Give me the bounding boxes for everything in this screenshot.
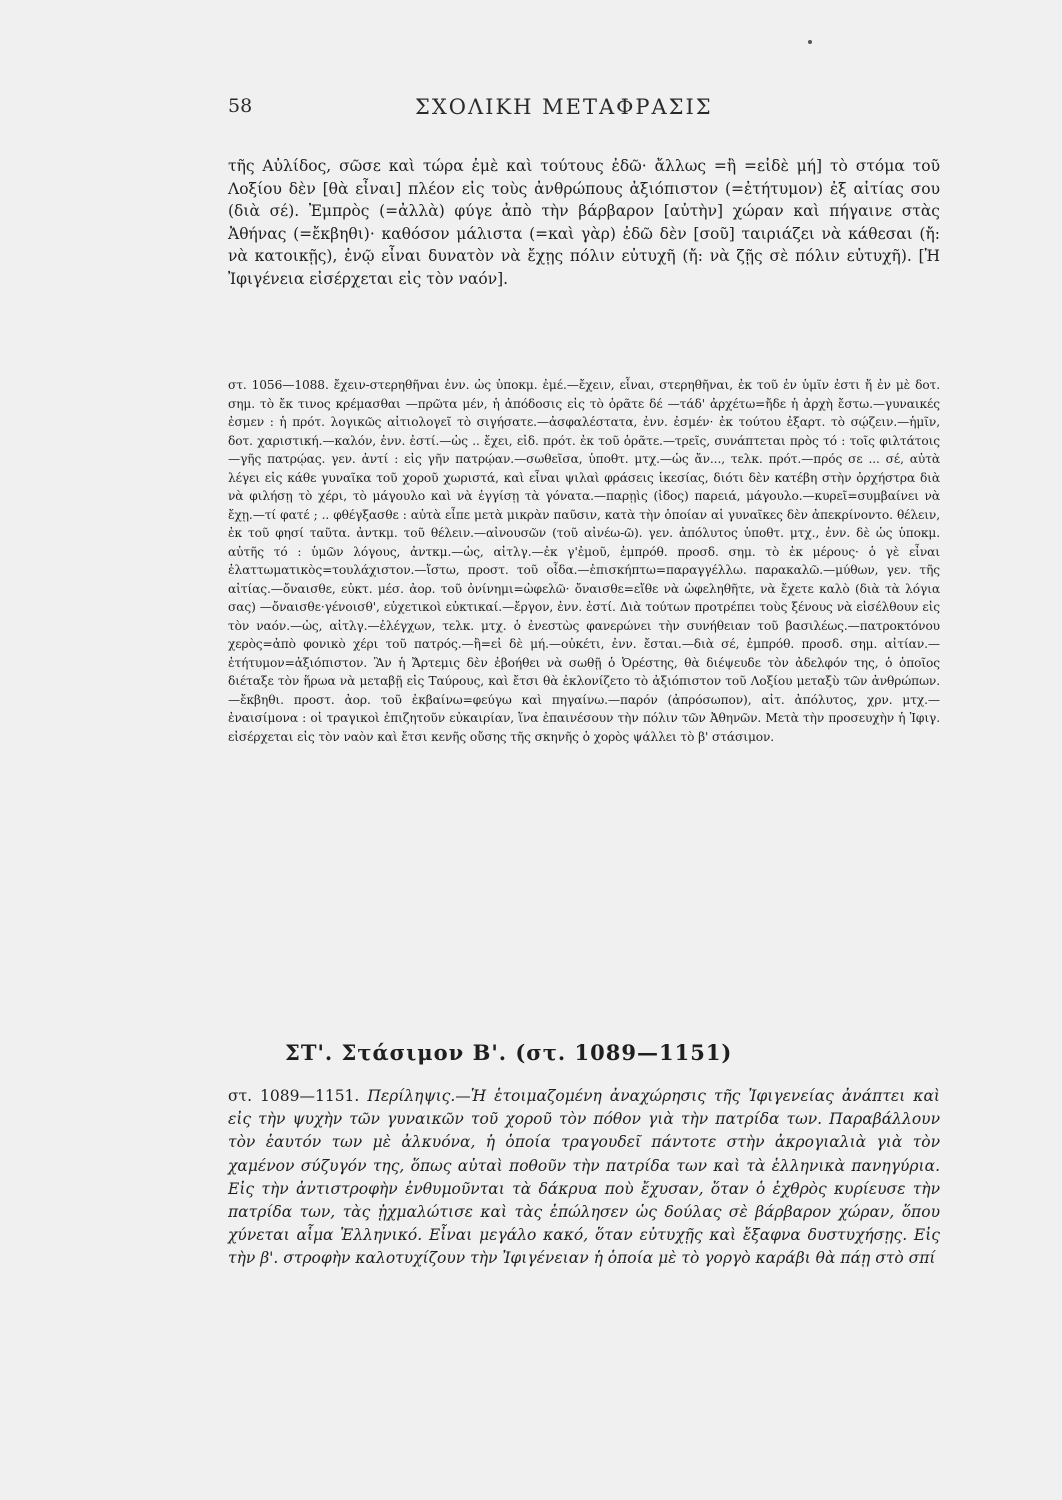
page-header [0,95,1062,135]
running-title: ΣΧΟΛΙΚΗ ΜΕΤΑΦΡΑΣΙΣ [415,95,713,119]
summary-paragraph [228,1085,940,1271]
commentary-notes: στ. 1056—1088. ἔχειν-στερηθῆναι ἐνν. ὡς ὑποκμ. ἐμέ.—ἔχειν, εἶναι, στερηθῆναι, ἐκ τοῦ ἐν ὑμῖν ἐστι ἤ ἐν μὲ δοτ. σημ. τὸ ἔκ τινος κρέμασθαι —πρῶτα μέν, ἡ ἀπόδοσις εἰς τὸ ὁρᾶτε δέ —τάδ' ἀρχέτω=ἤδε ἡ ἀρχὴ ἔστω.—γυναικές ἐσμεν : ἡ πρότ. λογικῶς αἰτιολογεῖ τὸ σιγήσατε.—ἀσφαλέστατα, ἐνν. ἐσμέν· ἐκ τούτου ἐξαρτ. τὸ σῴζειν.—ἡμῖν, δοτ. χαριστική.—καλόν, ἐνν. ἐστί.—ὡς .. ἔχει, εἰδ. πρότ. ἐκ τοῦ ὁρᾶτε.—τρεῖς, συνάπτεται πρὸς τό : τοῖς φιλτάτοις —γῆς πατρῴας. γεν. ἀντί : εἰς γῆν πατρῴαν.—σωθεῖσα, ὑποθτ. μτχ.—ὡς ἄν..., τελκ. πρότ.—πρός σε ... σέ, αὐτὰ λέγει εἰς κάθε γυναῖκα τοῦ χοροῦ χωριστά, καὶ εἶναι ψιλαὶ φράσεις ἱκεσίας, διότι δὲν κατέβη στὴν ὀρχήστρα διὰ νὰ φιλήσῃ τὸ χέρι, τὸ μάγουλο καὶ νὰ ἐγγίσῃ τὰ γόνατα.—παρῃὶς (ἰδος) παρειά, μάγουλο.—κυρεῖ=συμβαίνει νὰ ἔχῃ.—τί φατέ ; .. φθέγξασθε : αὐτὰ εἶπε μετὰ μικρὰν παῦσιν, κατὰ τὴν ὁποίαν αἱ γυναῖκες δὲν ἀπεκρίνοντο. θέλειν, ἐκ τοῦ φησί ταῦτα. ἀντκμ. τοῦ θέλειν.—αἰνουσῶν (τοῦ αἰνέω-ῶ). γεν. ἀπόλυτος ὑποθτ. μτχ., ἐνν. δὲ ὡς ὑποκμ. αὐτῆς τό : ὑμῶν λόγους, ἀντκμ.—ὡς, αἰτλγ.—ἐκ γ'ἐμοῦ, ἐμπρόθ. προσδ. σημ. τὸ ἐκ μέρους· ὁ γὲ εἶναι ἐλαττωματικὸς=τουλάχιστον.—ἴστω, προστ. τοῦ οἶδα.—ἐπισκήπτω=παραγγέλλω. παρακαλῶ.—μύθων, γεν. τῆς αἰτίας.—ὄναισθε, εὐκτ. μέσ. ἀορ. τοῦ ὀνίνημι=ὠφελῶ· ὄναισθε=εἴθε νὰ ὠφεληθῆτε, νὰ ἔχετε καλὸ (διὰ τὰ λόγια σας) —ὄναισθε·γένοισθ', εὐχετικοὶ εὐκτικαί.—ἔργον, ἐνν. ἐστί. Διὰ τούτων προτρέπει τοὺς ξένους νὰ εἰσέλθουν εἰς τὸν ναόν.—ὡς, αἰτλγ.—ἐλέγχων, τελκ. μτχ. ὁ ἐνεστὼς φανερώνει τὴν συνήθειαν τοῦ βασιλέως.—πατροκτόνου χερὸς=ἀπὸ φονικὸ χέρι τοῦ πατρός.—ἢ=εἰ δὲ μή.—οὐκέτι, ἐνν. ἔσται.—διὰ σέ, ἐμπρόθ. προσδ. σημ. αἰτίαν.—ἐτήτυμον=ἀξιόπιστον. Ἂν ἡ Ἄρτεμις δὲν ἐβοήθει νὰ σωθῇ ὁ Ὀρέστης, θὰ διέψευδε τὸν ἀδελφόν της, ὁ ὁποῖος διέταξε τὸν ἥρωα νὰ μεταβῇ εἰς Ταύρους, καὶ ἔτσι θὰ ἐκλονίζετο τὸ ἀξιόπιστον τοῦ Λοξίου μεταξὺ τῶν ἀνθρώπων.—ἔκβηθι. προστ. ἀορ. τοῦ ἐκβαίνω=φεύγω καὶ πηγαίνω.—παρόν (ἀπρόσωπον), αἰτ. ἀπόλυτος, χρν. μτχ.—ἐναισίμονα : οἱ τραγικοὶ ἐπιζητοῦν εὐκαιρίαν, ἵνα ἐπαινέσουν τὴν πόλιν τῶν Ἀθηνῶν. Μετὰ τὴν προσευχὴν ἡ Ἰφιγ. εἰσέρχεται εἰς τὸν ναὸν καὶ ἔτσι κενῆς οὔσης τῆς σκηνῆς ὁ χορὸς ψάλλει τὸ β' στάσιμον. [228,378,940,744]
summary-verse-label: στ. 1089—1151. [228,1087,360,1105]
translation-paragraph: τῆς Αὐλίδος, σῶσε καὶ τώρα ἐμὲ καὶ τούτους ἐδῶ· ἄλλως =ἢ =εἰδὲ μή] τὸ στόμα τοῦ Λοξίου δὲν [θὰ εἶναι] πλέον εἰς τοὺς ἀνθρώπους ἀξιόπιστον (=ἐτήτυμον) ἐξ αἰτίας σου (διὰ σέ). Ἐμπρὸς (=ἀλλὰ) φύγε ἀπὸ τὴν βάρβαρον [αὐτὴν] χώραν καὶ πήγαινε στὰς Ἀθήνας (=ἔκβηθι)· καθόσον μάλιστα (=καὶ γὰρ) ἐδῶ δὲν [σοῦ] ταιριάζει νὰ κάθεσαι (ἤ: νὰ κατοικῇς), ἐνῷ εἶναι δυνατὸν νὰ ἔχῃς πόλιν εὐτυχῆ (ἤ: νὰ ζῇς σὲ πόλιν εὐτυχῆ). [Ἡ Ἰφιγένεια εἰσέρχεται εἰς τὸν ναόν]. [228,157,940,288]
scan-speck [808,40,812,44]
summary-title: Περίληψις. [367,1087,456,1105]
section-heading: ΣΤ'. Στάσιμον Β'. (στ. 1089—1151) [285,1040,733,1065]
summary-text: —Ἡ ἑτοιμαζομένη ἀναχώρησις τῆς Ἰφιγενείας ἀνάπτει καὶ εἰς τὴν ψυχὴν τῶν γυναικῶν τοῦ χοροῦ τὸν πόθον γιὰ τὴν πατρίδα των. Παραβάλλουν τὸν ἑαυτόν των μὲ ἀλκυόνα, ἡ ὁποία τραγουδεῖ πάντοτε στὴν ἀκρογιαλιὰ γιὰ τὸν χαμένον σύζυγόν της, ὅπως αὐταὶ ποθοῦν τὴν πατρίδα των καὶ τὰ ἑλληνικὰ πανηγύρια. Εἰς τὴν ἀντιστροφὴν ἐνθυμοῦνται τὰ δάκρυα ποὺ ἔχυσαν, ὅταν ὁ ἐχθρὸς κυρίευσε τὴν πατρίδα των, τὰς ᾐχμαλώτισε καὶ τὰς ἐπώλησεν ὡς δούλας σὲ βάρβαρον χώραν, ὅπου χύνεται αἷμα Ἑλληνικό. Εἶναι μεγάλο κακό, ὅταν εὐτυχῇς καὶ ἔξαφνα δυστυχήσῃς. Εἰς τὴν β'. στροφὴν καλοτυχίζουν τὴν Ἰφιγένειαν ἡ ὁποία μὲ τὸ γοργὸ καράβι θὰ πάῃ στὸ σπί [228,1087,940,1268]
page-number: 58 [228,95,253,117]
